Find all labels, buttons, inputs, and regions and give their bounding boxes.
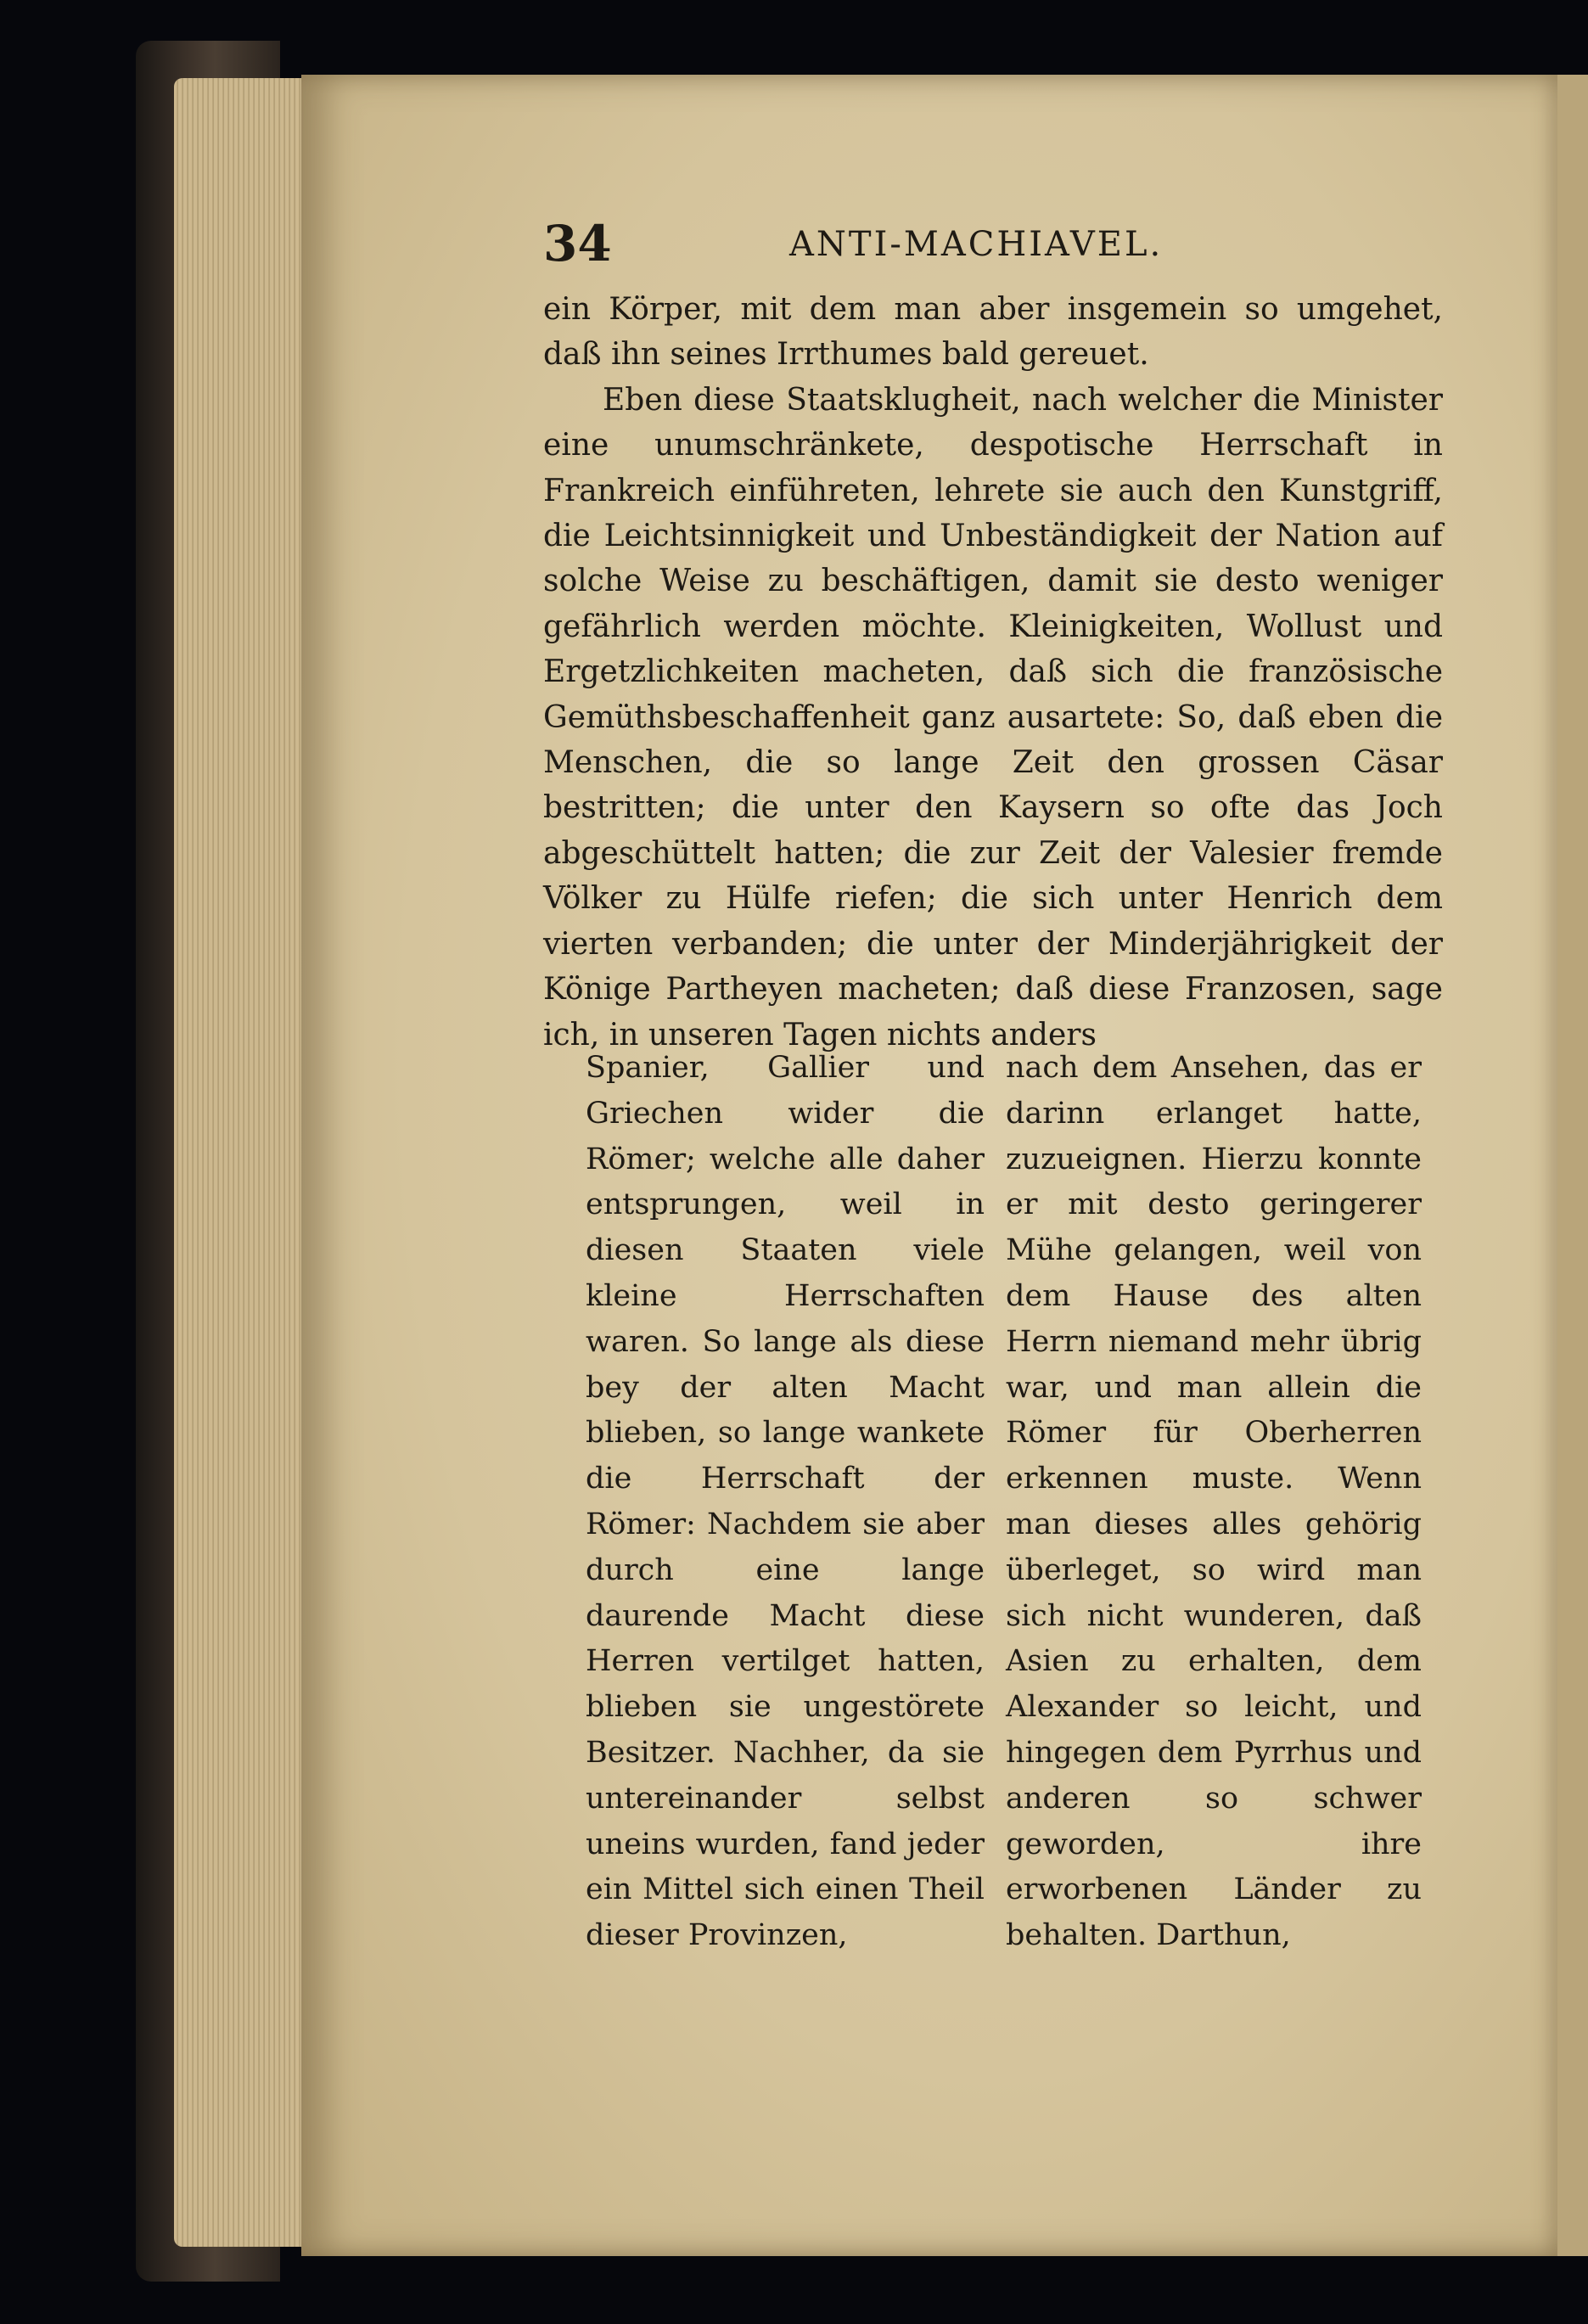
footnote-right-column xyxy=(1006,1046,1422,1959)
paragraph-1: ein Körper, mit dem man aber insgemein so umgehet, daß ihn seines Irrthumes bald gereuet. xyxy=(543,292,1443,373)
footnote-left-text: Spanier, Gallier und Griechen wider die Römer; welche alle daher entsprungen, weil in diesen Staaten viele kleine Herrschaften waren. So lange als diese bey der alten Macht blieben, so lange wankete die Herrschaft der Römer: Nachdem sie aber durch eine lange daurende Macht diese Herren vertilget hatten, blieben sie ungestörete Besitzer. Nachher, da sie untereinander selbst uneins wurden, fand jeder ein Mittel sich einen Theil dieser Provinzen, xyxy=(586,1051,985,1953)
facing-page-edge xyxy=(1557,75,1588,2256)
main-text xyxy=(543,287,1443,1058)
paragraph-2: Eben diese Staatsklugheit, nach welcher die Minister eine unumschränkete, despotische Herrschaft in Frankreich einführeten, lehrete sie auch den Kunstgriff, die Leichtsinnigkeit und Unbeständigkeit der Nation auf solche Weise zu beschäftigen, damit sie desto weniger gefährlich werden möchte. Kleinigkeiten, Wollust und Ergetzlichkeiten macheten, daß sich die französische Gemüthsbeschaffenheit ganz ausartete: So, daß eben die Menschen, die so lange Zeit den grossen Cäsar bestritten; die unter den Kaysern so ofte das Joch abgeschüttelt hatten; die zur Zeit der Valesier fremde Völker zu Hülfe riefen; die sich unter Henrich dem vierten verbanden; die unter der Minderjährigkeit der Könige Partheyen macheten; daß diese Franzosen, sage ich, in unseren Tagen nichts anders xyxy=(543,382,1443,1053)
page-number: 34 xyxy=(543,215,612,272)
footnote-right-text: nach dem Ansehen, das er darinn erlanget hatte, zuzueignen. Hierzu konnte er mit desto geringerer Mühe gelangen, weil von dem Hause des alten Herrn niemand mehr übrig war, und man allein die Römer für Oberherren erkennen muste. Wenn man dieses alles gehörig überleget, so wird man sich nicht wunderen, daß Asien zu erhalten, dem Alexander so leicht, und hingegen dem Pyrrhus und anderen so schwer geworden, ihre erworbenen Länder zu behalten. Darthun, xyxy=(1006,1051,1422,1953)
footnote-left-column xyxy=(586,1046,985,1959)
page-header xyxy=(543,214,1443,273)
running-title: ANTI-MACHIAVEL. xyxy=(789,225,1164,264)
page-edges xyxy=(174,78,310,2247)
